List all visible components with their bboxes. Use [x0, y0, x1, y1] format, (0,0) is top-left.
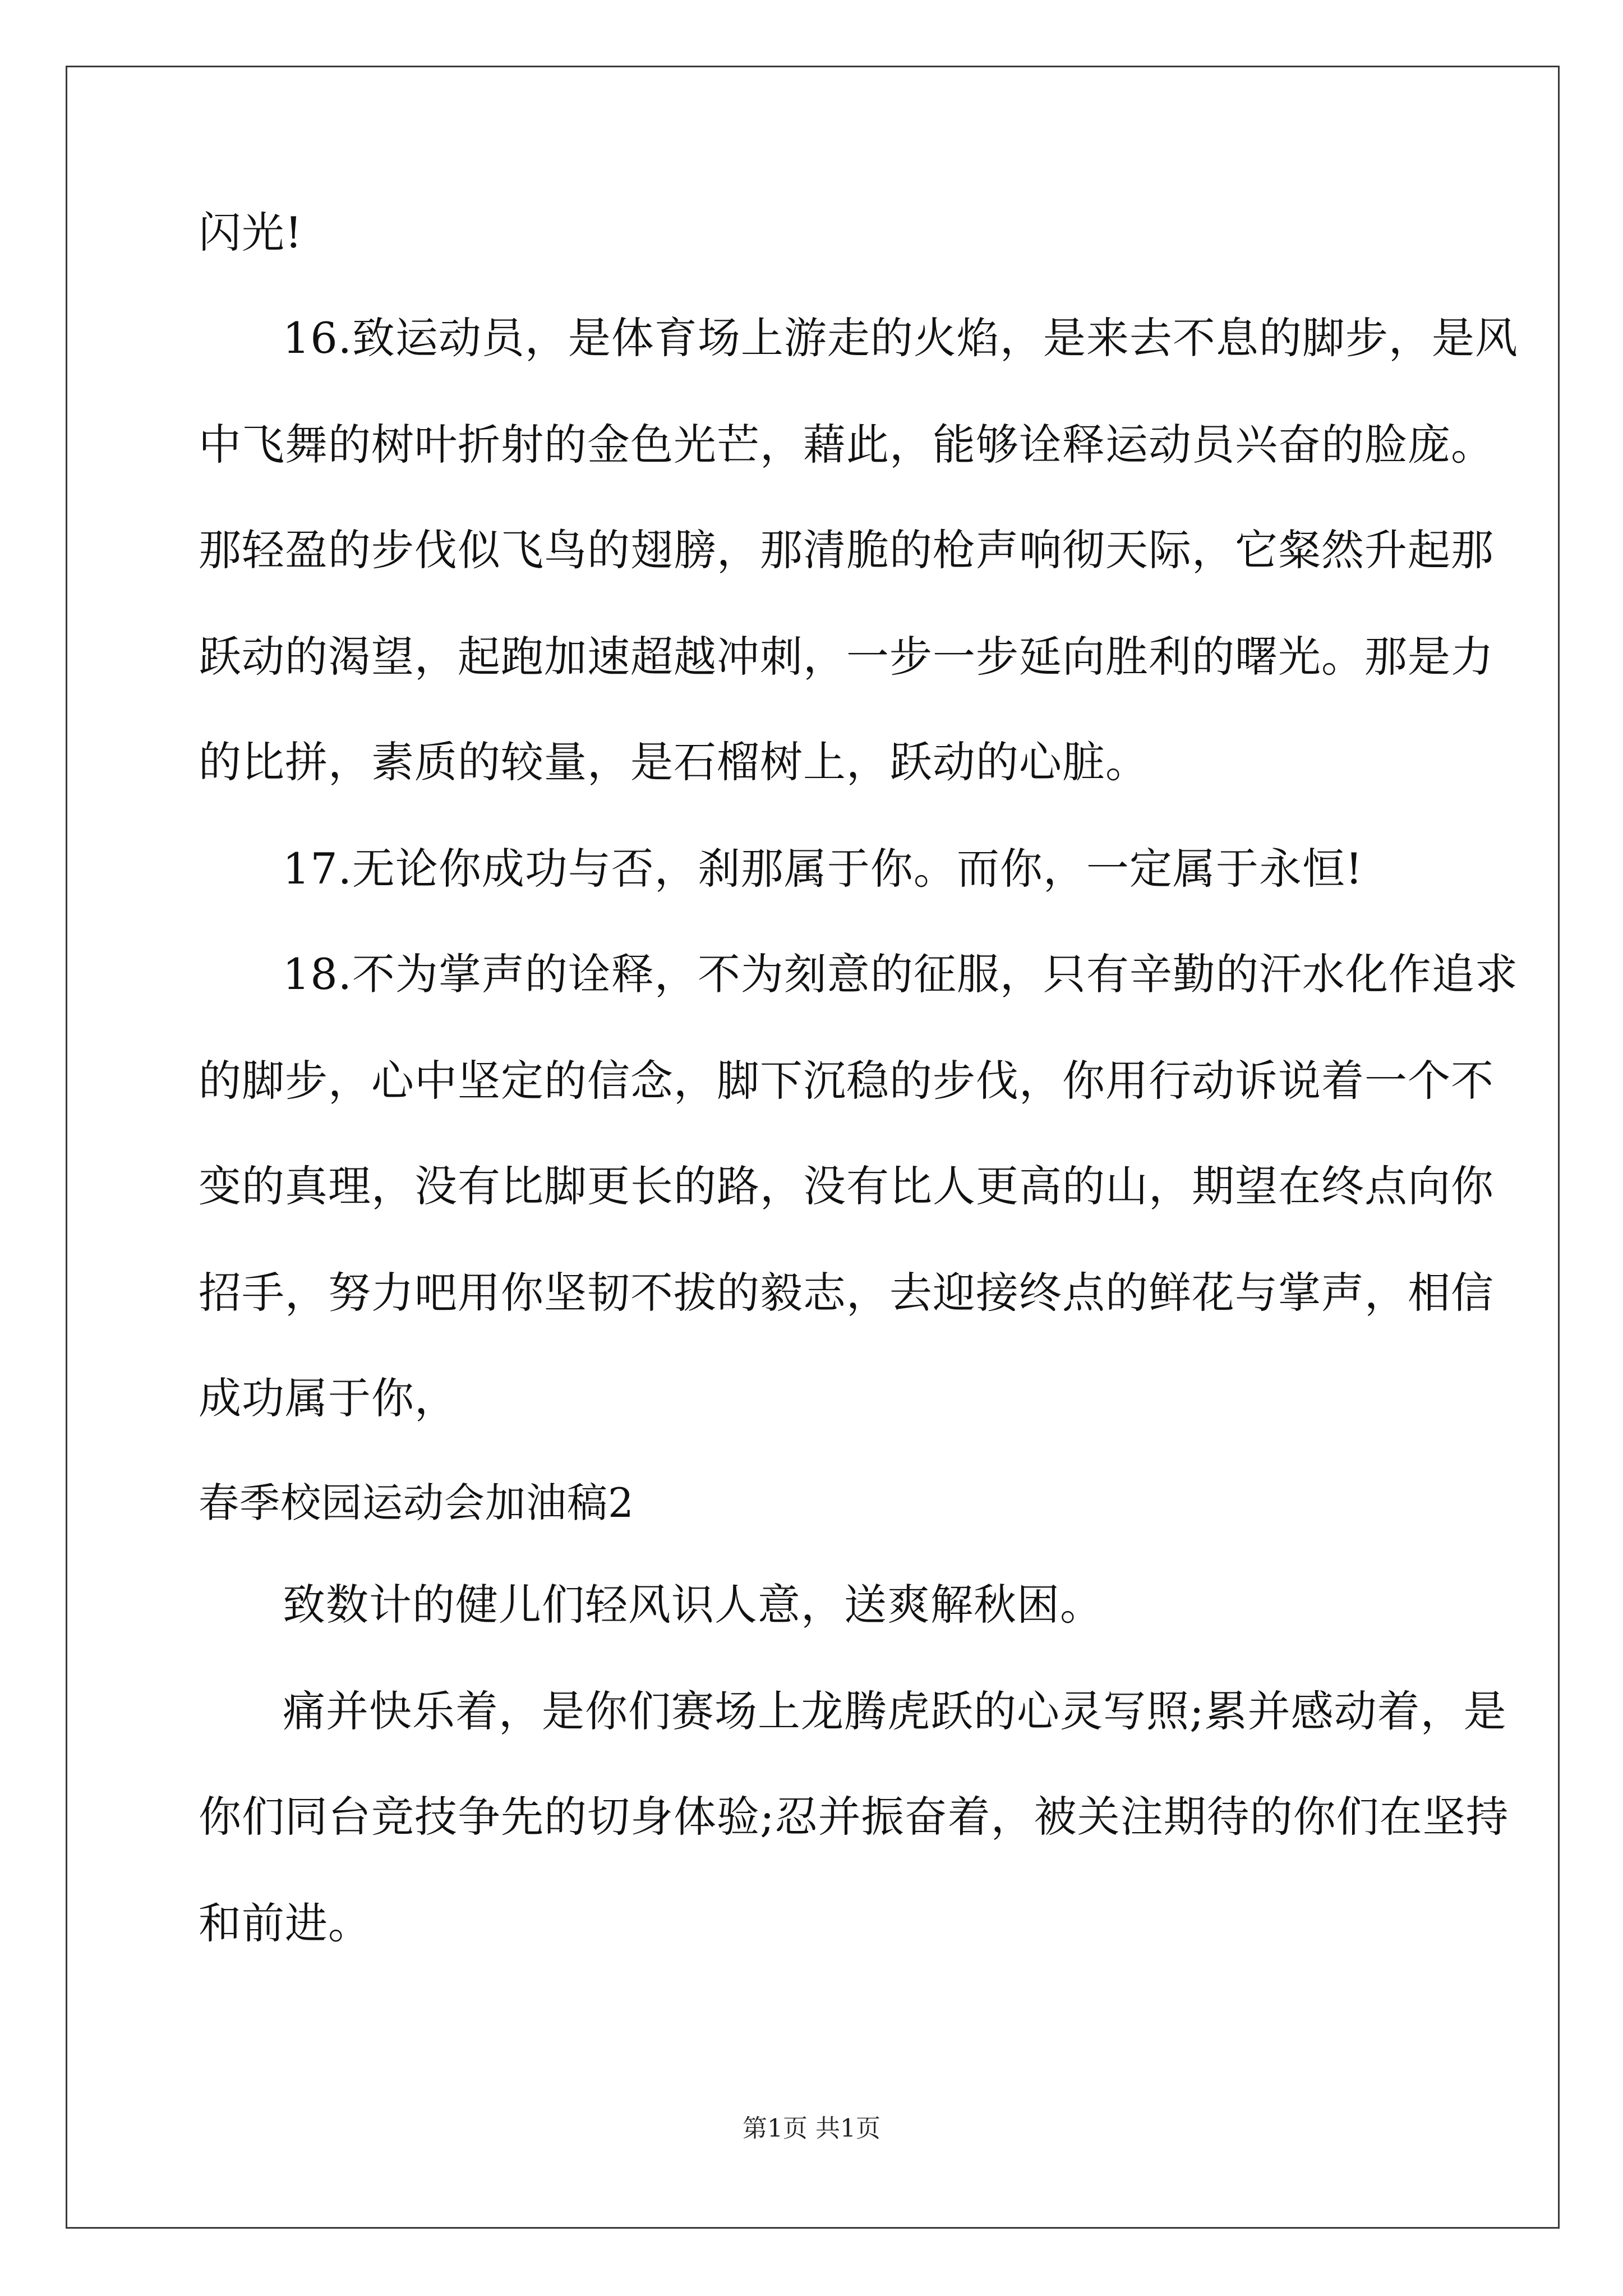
paragraph-line-2: 你们同台竞技争先的切身体验;忍并振奋着，被关注期待的你们在坚持	[199, 1792, 1509, 1842]
paragraph-18-line-1: 18.不为掌声的诠释，不为刻意的征服，只有辛勤的汗水化作追求	[283, 949, 1518, 999]
paragraph-16-line-4: 跃动的渴望，起跑加速超越冲刺，一步一步延向胜利的曙光。那是力	[199, 632, 1494, 682]
paragraph-17: 17.无论你成功与否，刹那属于你。而你，一定属于永恒!	[283, 844, 1363, 894]
paragraph-16-line-1: 16.致运动员，是体育场上游走的火焰，是来去不息的脚步，是风	[283, 313, 1518, 363]
paragraph-18-line-5: 成功属于你，	[199, 1373, 458, 1423]
paragraph-16-line-5: 的比拼，素质的较量，是石榴树上，跃动的心脏。	[199, 737, 1149, 787]
paragraph-line-1: 痛并快乐着，是你们赛场上龙腾虎跃的心灵写照;累并感动着，是	[283, 1686, 1507, 1736]
section-intro: 致数计的健儿们轻风识人意，送爽解秋困。	[283, 1580, 1103, 1630]
paragraph-line-3: 和前进。	[199, 1898, 371, 1948]
page-footer: 第1页 共1页	[743, 2114, 880, 2143]
paragraph-16-line-2: 中飞舞的树叶折射的金色光芒，藉此，能够诠释运动员兴奋的脸庞。	[199, 420, 1494, 470]
text-line: 闪光!	[199, 208, 303, 257]
paragraph-18-line-2: 的脚步，心中坚定的信念，脚下沉稳的步伐，你用行动诉说着一个不	[199, 1056, 1494, 1106]
section-heading: 春季校园运动会加油稿2	[199, 1479, 634, 1526]
paragraph-18-line-4: 招手，努力吧用你坚韧不拔的毅志，去迎接终点的鲜花与掌声，相信	[199, 1268, 1494, 1318]
paragraph-18-line-3: 变的真理，没有比脚更长的路，没有比人更高的山，期望在终点向你	[199, 1161, 1494, 1211]
paragraph-16-line-3: 那轻盈的步伐似飞鸟的翅膀，那清脆的枪声响彻天际，它粲然升起那	[199, 525, 1494, 575]
